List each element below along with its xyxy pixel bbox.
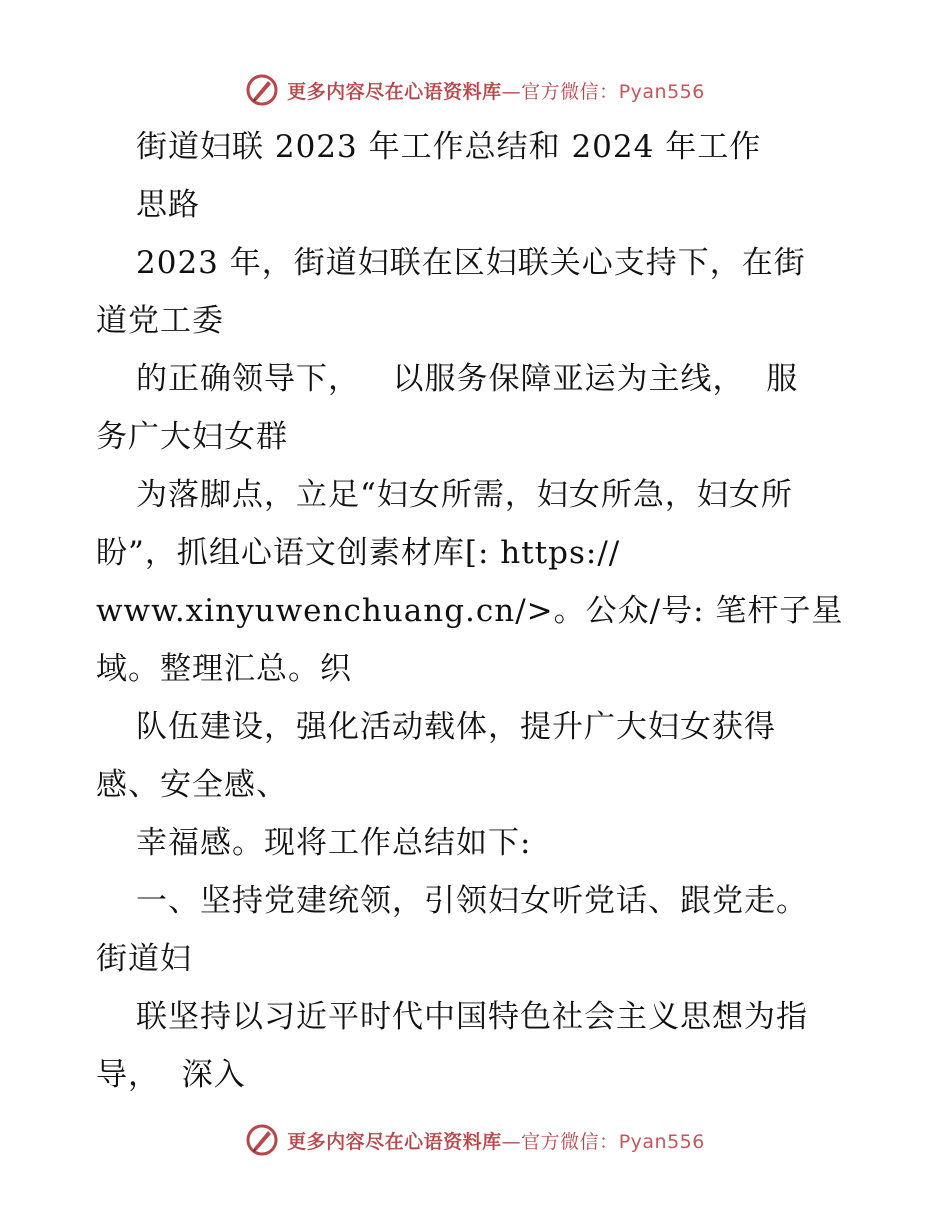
quill-pen-circle-icon	[245, 1123, 279, 1157]
body-line: 域。整理汇总。织	[96, 651, 352, 687]
body-line: 联坚持以习近平时代中国特色社会主义思想为指	[136, 999, 808, 1035]
banner-dash: —	[501, 1130, 522, 1153]
body-line: 2023 年，街道妇联在区妇联关心支持下，在街	[136, 245, 806, 281]
body-line: 盼”，抓组心语文创素材库[: https://	[96, 535, 621, 571]
document-body	[96, 118, 856, 1104]
body-line: 队伍建设，强化活动载体，提升广大妇女获得	[136, 709, 776, 745]
body-line: 务广大妇女群	[96, 419, 288, 455]
banner-dash: —	[501, 80, 522, 103]
body-line: 道党工委	[96, 303, 224, 339]
banner-wechat-label: 官方微信：	[521, 1130, 619, 1153]
banner-text	[287, 77, 705, 104]
banner-main-text: 更多内容尽在心语资料库	[287, 1130, 502, 1153]
header-banner	[0, 70, 950, 110]
footer-banner	[0, 1120, 950, 1160]
document-title-line-2: 思路	[136, 187, 200, 223]
body-line: 为落脚点，立足“妇女所需，妇女所急，妇女所	[136, 477, 793, 513]
banner-wechat-handle: Pyan556	[618, 80, 705, 103]
body-line: 幸福感。现将工作总结如下:	[136, 825, 532, 861]
body-line: www.xinyuwenchuang.cn/>。公众/号: 笔杆子星	[96, 593, 844, 629]
body-line: 感、安全感、	[96, 767, 288, 803]
document-title-line-1: 街道妇联 2023 年工作总结和 2024 年工作	[136, 129, 762, 165]
body-line: 一、坚持党建统领，引领妇女听党话、跟党走。	[136, 883, 808, 919]
banner-main-text: 更多内容尽在心语资料库	[287, 80, 502, 103]
quill-pen-circle-icon	[245, 73, 279, 107]
body-line: 导， 深入	[96, 1057, 246, 1093]
body-line: 街道妇	[96, 941, 192, 977]
banner-wechat-handle: Pyan556	[618, 1130, 705, 1153]
body-line: 的正确领导下， 以服务保障亚运为主线， 服	[136, 361, 799, 397]
banner-wechat-label: 官方微信：	[521, 80, 619, 103]
banner-text	[287, 1127, 705, 1154]
